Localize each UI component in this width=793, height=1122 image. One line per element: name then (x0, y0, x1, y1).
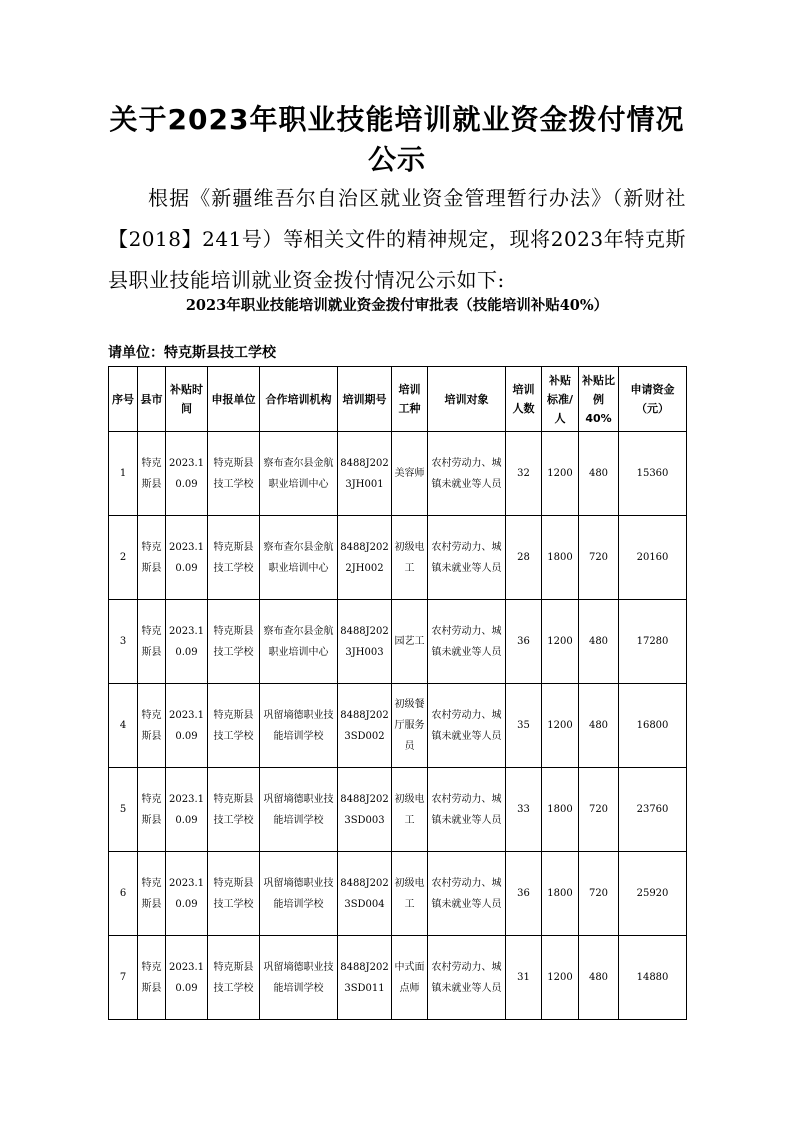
cell-ratio: 480 (579, 600, 619, 684)
cell-no: 7 (109, 936, 138, 1020)
cell-standard: 1200 (542, 936, 579, 1020)
header-cell-county: 县市 (138, 367, 166, 432)
cell-date: 2023.10.09 (166, 852, 208, 936)
cell-partner: 巩留墒德职业技能培训学校 (260, 768, 338, 852)
cell-trade: 初级电工 (392, 516, 428, 600)
cell-period: 8488J2023SD003 (338, 768, 392, 852)
cell-period: 8488J2023JH003 (338, 600, 392, 684)
header-cell-date: 补贴时间 (166, 367, 208, 432)
cell-ratio: 720 (579, 768, 619, 852)
header-cell-period: 培训期号 (338, 367, 392, 432)
cell-period: 8488J2023SD004 (338, 852, 392, 936)
cell-no: 4 (109, 684, 138, 768)
cell-county: 特克斯县 (138, 684, 166, 768)
cell-target: 农村劳动力、城镇未就业等人员 (428, 936, 506, 1020)
cell-standard: 1200 (542, 684, 579, 768)
cell-date: 2023.10.09 (166, 936, 208, 1020)
cell-count: 36 (506, 600, 542, 684)
cell-partner: 察布查尔县金航职业培训中心 (260, 432, 338, 516)
cell-ratio: 720 (579, 852, 619, 936)
cell-unit: 特克斯县技工学校 (208, 684, 260, 768)
cell-standard: 1800 (542, 768, 579, 852)
header-cell-partner: 合作培训机构 (260, 367, 338, 432)
cell-partner: 察布查尔县金航职业培训中心 (260, 600, 338, 684)
cell-standard: 1200 (542, 600, 579, 684)
cell-count: 33 (506, 768, 542, 852)
cell-target: 农村劳动力、城镇未就业等人员 (428, 432, 506, 516)
cell-partner: 巩留墒德职业技能培训学校 (260, 936, 338, 1020)
cell-count: 28 (506, 516, 542, 600)
cell-count: 32 (506, 432, 542, 516)
cell-county: 特克斯县 (138, 600, 166, 684)
cell-target: 农村劳动力、城镇未就业等人员 (428, 852, 506, 936)
cell-date: 2023.10.09 (166, 432, 208, 516)
table-row (109, 936, 687, 1020)
header-cell-amount: 申请资金（元） (619, 367, 687, 432)
cell-count: 36 (506, 852, 542, 936)
table-row (109, 768, 687, 852)
cell-count: 35 (506, 684, 542, 768)
cell-no: 2 (109, 516, 138, 600)
applicant-unit: 请单位：特克斯县技工学校 (108, 345, 276, 361)
cell-date: 2023.10.09 (166, 768, 208, 852)
cell-unit: 特克斯县技工学校 (208, 936, 260, 1020)
cell-amount: 15360 (619, 432, 687, 516)
cell-target: 农村劳动力、城镇未就业等人员 (428, 516, 506, 600)
cell-trade: 园艺工 (392, 600, 428, 684)
cell-period: 8488J2023SD011 (338, 936, 392, 1020)
cell-target: 农村劳动力、城镇未就业等人员 (428, 600, 506, 684)
header-cell-unit: 申报单位 (208, 367, 260, 432)
cell-county: 特克斯县 (138, 852, 166, 936)
cell-date: 2023.10.09 (166, 600, 208, 684)
cell-no: 6 (109, 852, 138, 936)
table-row (109, 432, 687, 516)
cell-ratio: 720 (579, 516, 619, 600)
cell-county: 特克斯县 (138, 768, 166, 852)
cell-amount: 16800 (619, 684, 687, 768)
cell-date: 2023.10.09 (166, 516, 208, 600)
cell-period: 8488J2023JH001 (338, 432, 392, 516)
cell-trade: 初级电工 (392, 768, 428, 852)
cell-unit: 特克斯县技工学校 (208, 432, 260, 516)
cell-date: 2023.10.09 (166, 684, 208, 768)
cell-unit: 特克斯县技工学校 (208, 768, 260, 852)
cell-trade: 中式面点师 (392, 936, 428, 1020)
header-cell-standard: 补贴标准/人 (542, 367, 579, 432)
cell-no: 5 (109, 768, 138, 852)
table-header (109, 367, 687, 432)
cell-standard: 1200 (542, 432, 579, 516)
cell-count: 31 (506, 936, 542, 1020)
cell-unit: 特克斯县技工学校 (208, 600, 260, 684)
document-title: 关于2023年职业技能培训就业资金拨付情况公示 (109, 103, 685, 176)
cell-trade: 初级电工 (392, 852, 428, 936)
cell-partner: 巩留墒德职业技能培训学校 (260, 852, 338, 936)
cell-county: 特克斯县 (138, 516, 166, 600)
cell-target: 农村劳动力、城镇未就业等人员 (428, 684, 506, 768)
table-body (109, 432, 687, 1020)
cell-standard: 1800 (542, 516, 579, 600)
cell-target: 农村劳动力、城镇未就业等人员 (428, 768, 506, 852)
header-cell-no: 序号 (109, 367, 138, 432)
cell-trade: 美容师 (392, 432, 428, 516)
cell-no: 3 (109, 600, 138, 684)
header-cell-ratio: 补贴比例40% (579, 367, 619, 432)
cell-unit: 特克斯县技工学校 (208, 852, 260, 936)
allocation-table (108, 366, 687, 1020)
cell-amount: 20160 (619, 516, 687, 600)
header-cell-count: 培训人数 (506, 367, 542, 432)
header-row (109, 367, 687, 432)
cell-period: 8488J2023SD002 (338, 684, 392, 768)
header-cell-trade: 培训工种 (392, 367, 428, 432)
cell-amount: 23760 (619, 768, 687, 852)
table-row (109, 852, 687, 936)
intro-paragraph: 根据《新疆维吾尔自治区就业资金管理暂行办法》（新财社【2018】241号）等相关文件的精神规定，现将2023年特克斯县职业技能培训就业资金拨付情况公示如下: (108, 186, 686, 292)
cell-county: 特克斯县 (138, 432, 166, 516)
table-title: 2023年职业技能培训就业资金拨付审批表（技能培训补贴40%） (185, 297, 609, 314)
table-row (109, 516, 687, 600)
cell-amount: 17280 (619, 600, 687, 684)
table-row (109, 684, 687, 768)
cell-period: 8488J2022JH002 (338, 516, 392, 600)
cell-county: 特克斯县 (138, 936, 166, 1020)
cell-partner: 巩留墒德职业技能培训学校 (260, 684, 338, 768)
cell-ratio: 480 (579, 432, 619, 516)
cell-trade: 初级餐厅服务员 (392, 684, 428, 768)
cell-standard: 1800 (542, 852, 579, 936)
cell-amount: 14880 (619, 936, 687, 1020)
cell-amount: 25920 (619, 852, 687, 936)
cell-ratio: 480 (579, 936, 619, 1020)
cell-ratio: 480 (579, 684, 619, 768)
cell-partner: 察布查尔县金航职业培训中心 (260, 516, 338, 600)
table-row (109, 600, 687, 684)
cell-unit: 特克斯县技工学校 (208, 516, 260, 600)
header-cell-target: 培训对象 (428, 367, 506, 432)
cell-no: 1 (109, 432, 138, 516)
